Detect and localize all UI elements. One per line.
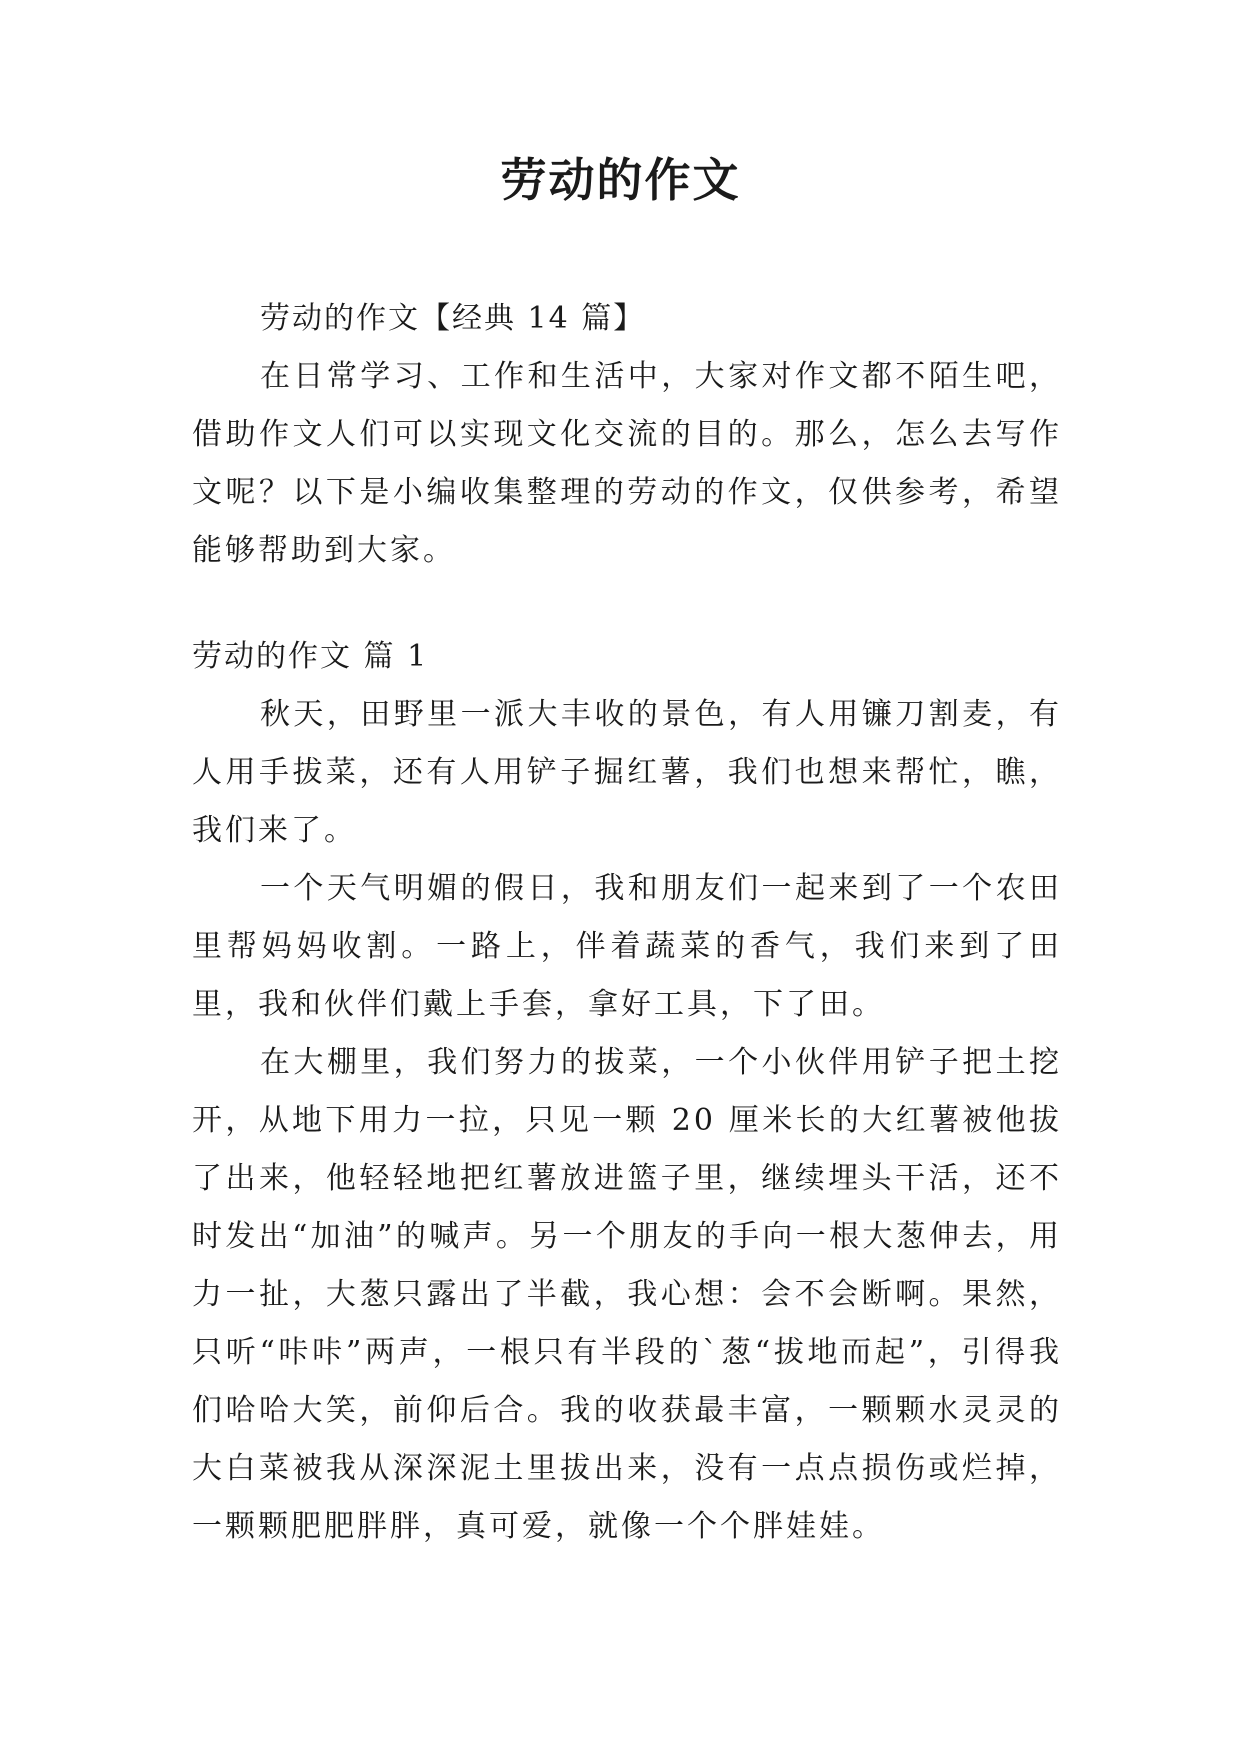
document-subtitle: 劳动的作文【经典 14 篇】 — [260, 301, 646, 336]
section-heading: 劳动的作文 篇 1 — [192, 639, 429, 674]
body-paragraph-2: 一个天气明媚的假日，我和朋友们一起来到了一个农田里帮妈妈收割。一路上，伴着蔬菜的香气，我们来到了田里，我和伙伴们戴上手套，拿好工具，下了田。 — [192, 871, 1062, 1022]
section-spacer — [192, 580, 1062, 628]
document-title: 劳动的作文 — [500, 153, 741, 207]
body-paragraph-1: 秋天，田野里一派大丰收的景色，有人用镰刀割麦，有人用手拔菜，还有人用铲子掘红薯，我们也想来帮忙，瞧，我们来了。 — [192, 697, 1062, 848]
document-body — [192, 290, 1062, 1556]
body-paragraph-3: 在大棚里，我们努力的拔菜，一个小伙伴用铲子把土挖开，从地下用力一拉，只见一颗 20 厘米长的大红薯被他拔了出来，他轻轻地把红薯放进篮子里，继续埋头干活，还不时发出“加油”的喊声。另一个朋友的手向一根大葱伸去，用力一扯，大葱只露出了半截，我心想：会不会断啊。果然，只听“咔咔”两声，一根只有半段的`葱“拔地而起”，引得我们哈哈大笑，前仰后合。我的收获最丰富，一颗颗水灵灵的大白菜被我从深深泥土里拔出来，没有一点点损伤或烂掉，一颗颗肥肥胖胖，真可爱，就像一个个胖娃娃。 — [192, 1045, 1062, 1544]
intro-paragraph: 在日常学习、工作和生活中，大家对作文都不陌生吧，借助作文人们可以实现文化交流的目的。那么，怎么去写作文呢？以下是小编收集整理的劳动的作文，仅供参考，希望能够帮助到大家。 — [192, 359, 1062, 568]
